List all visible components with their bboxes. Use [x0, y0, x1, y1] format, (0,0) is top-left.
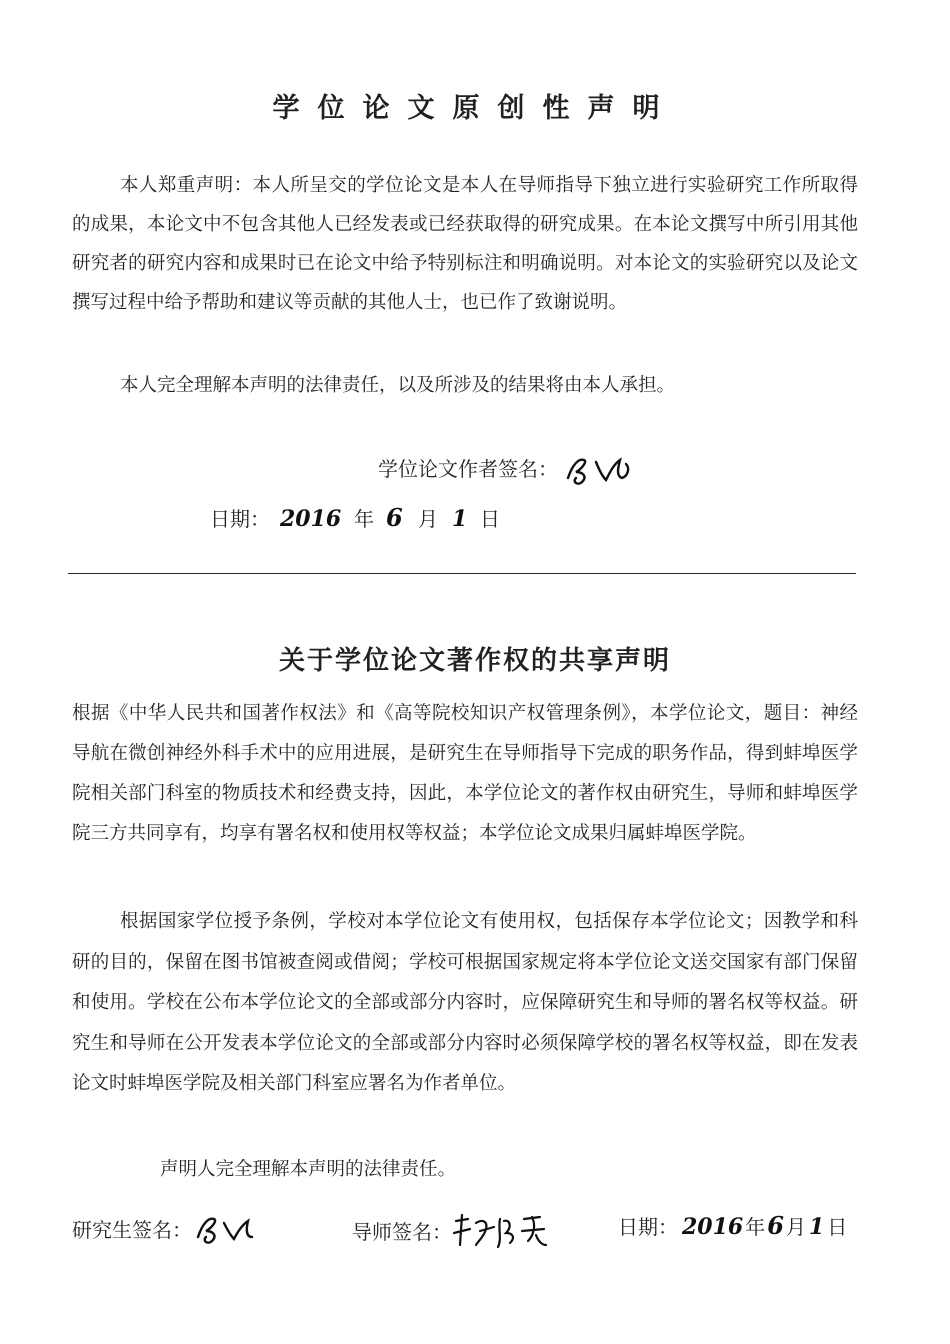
- author-signature-mark: [558, 448, 648, 493]
- advisor-signature-block: [352, 1211, 552, 1256]
- originality-day-unit: 日: [480, 507, 500, 531]
- student-signature-mark: [192, 1211, 262, 1252]
- copyright-date-block: [618, 1211, 847, 1240]
- author-signature-label: 学位论文作者签名：: [378, 457, 558, 481]
- copyright-month-unit: 月: [785, 1215, 806, 1239]
- copyright-paragraph-1: 根据《中华人民共和国著作权法》和《高等院校知识产权管理条例》，本学位论文，题目：神经导航在微创神经外科手术中的应用进展，是研究生在导师指导下完成的职务作品，得到蚌埠医学院相关部门科室的物质技术和经费支持，因此，本学位论文的著作权由研究生，导师和蚌埠医学院三方共同享有，均享有署名权和使用权等权益；本学位论文成果归属蚌埠医学院。: [72, 703, 858, 844]
- originality-date-year: 2016: [280, 506, 342, 532]
- copyright-date-day: 1: [808, 1214, 825, 1240]
- advisor-signature-label: 导师签名：: [352, 1220, 452, 1244]
- copyright-day-unit: 日: [827, 1215, 848, 1239]
- originality-month-unit: 月: [418, 507, 438, 531]
- student-signature-block: [72, 1211, 262, 1252]
- copyright-paragraph-2: 根据国家学位授予条例，学校对本学位论文有使用权，包括保存本学位论文；因教学和科研的目的，保留在图书馆被查阅或借阅；学校可根据国家规定将本学位论文送交国家有部门保留和使用。学校在公布本学位论文的全部或部分内容时，应保障研究生和导师的署名权等权益。研究生和导师在公开发表本学位论文的全部或部分内容时必须保障学校的署名权等权益，即在发表论文时蚌埠医学院及相关部门科室应署名为作者单位。: [72, 911, 858, 1094]
- originality-date-line: [210, 503, 500, 532]
- copyright-year-unit: 年: [745, 1215, 766, 1239]
- copyright-date-year: 2016: [682, 1214, 744, 1240]
- originality-paragraph-2: 本人完全理解本声明的法律责任，以及所涉及的结果将由本人承担。: [120, 375, 676, 396]
- author-signature-line: [378, 448, 648, 493]
- student-signature-label: 研究生签名：: [72, 1218, 192, 1242]
- section-divider: [68, 573, 856, 574]
- originality-date-label: 日期：: [210, 507, 270, 531]
- copyright-title: 关于学位论文著作权的共享声明: [278, 646, 671, 676]
- originality-paragraph-1: 本人郑重声明：本人所呈交的学位论文是本人在导师指导下独立进行实验研究工作所取得的成果，本论文中不包含其他人已经发表或已经获取得的研究成果。在本论文撰写中所引用其他研究者的研究内容和成果时已在论文中给予特别标注和明确说明。对本论文的实验研究以及论文撰写过程中给予帮助和建议等贡献的其他人士，也已作了致谢说明。: [72, 175, 858, 313]
- copyright-paragraph-3: 声明人完全理解本声明的法律责任。: [160, 1159, 457, 1180]
- advisor-signature-mark: [452, 1211, 552, 1256]
- originality-year-unit: 年: [354, 507, 374, 531]
- originality-date-month: 6: [386, 503, 403, 532]
- originality-title: 学位论文原创性声明: [272, 93, 678, 124]
- originality-date-day: 1: [452, 506, 468, 532]
- copyright-date-label: 日期：: [618, 1215, 678, 1239]
- copyright-date-month: 6: [767, 1211, 784, 1240]
